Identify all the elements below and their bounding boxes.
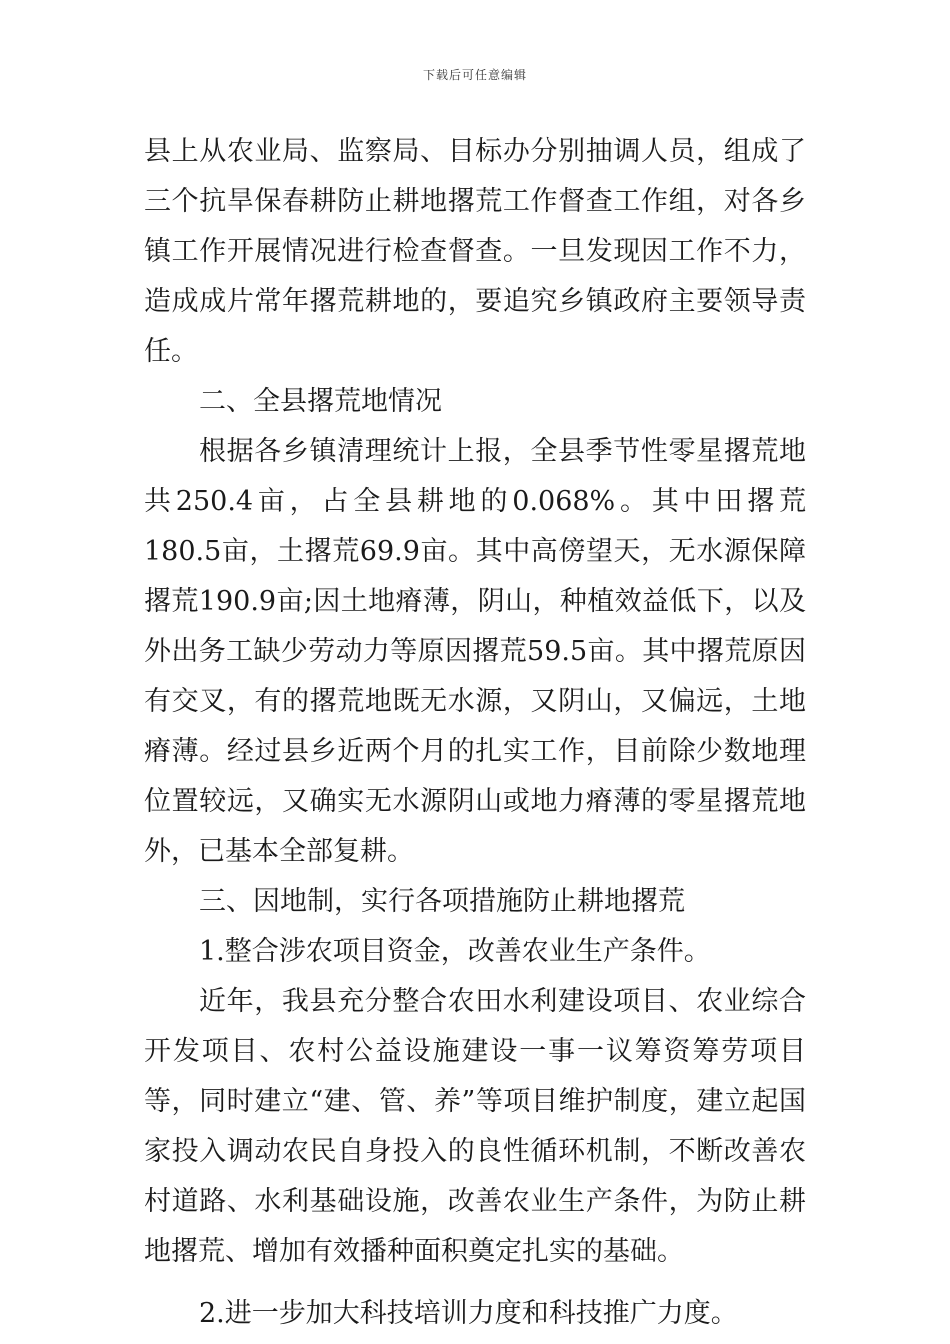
- paragraph-project-funds: 近年，我县充分整合农田水利建设项目、农业综合开发项目、农村公益设施建设一事一议筹资筹劳项目等，同时建立“建、管、养”等项目维护制度，建立起国家投入调动农民自身投入的良性循环机制，不断改善农村道路、水利基础设施，改善农业生产条件，为防止耕地撂荒、增加有效播种面积奠定扎实的基础。: [144, 986, 806, 1267]
- paragraph-abandoned-land-stats: 根据各乡镇清理统计上报，全县季节性零星撂荒地共250.4亩，占全县耕地的0.068%。其中田撂荒180.5亩，土撂荒69.9亩。其中高傍望天，无水源保障撂荒190.9亩;因土地瘠薄，阴山，种植效益低下，以及外出务工缺少劳动力等原因撂荒59.5亩。其中撂荒原因有交叉，有的撂荒地既无水源，又阴山，又偏远，土地瘠薄。经过县乡近两个月的扎实工作，目前除少数地理位置较远，又确实无水源阴山或地力瘠薄的零星撂荒地外，已基本全部复耕。: [144, 436, 806, 867]
- subheading-1: 1.整合涉农项目资金，改善农业生产条件。: [199, 936, 711, 967]
- section-heading-3: 三、因地制，实行各项措施防止耕地撂荒: [199, 886, 685, 917]
- section-heading-2: 二、全县撂荒地情况: [199, 386, 442, 417]
- page-header: 下载后可任意编辑: [422, 68, 527, 82]
- document-body: [144, 127, 806, 1339]
- paragraph-supervision: 县上从农业局、监察局、目标办分别抽调人员，组成了三个抗旱保春耕防止耕地撂荒工作督查工作组，对各乡镇工作开展情况进行检查督查。一旦发现因工作不力，造成成片常年撂荒耕地的，要追究乡镇政府主要领导责任。: [144, 136, 806, 367]
- subheading-2: 2.进一步加大科技培训力度和科技推广力度。: [199, 1298, 738, 1329]
